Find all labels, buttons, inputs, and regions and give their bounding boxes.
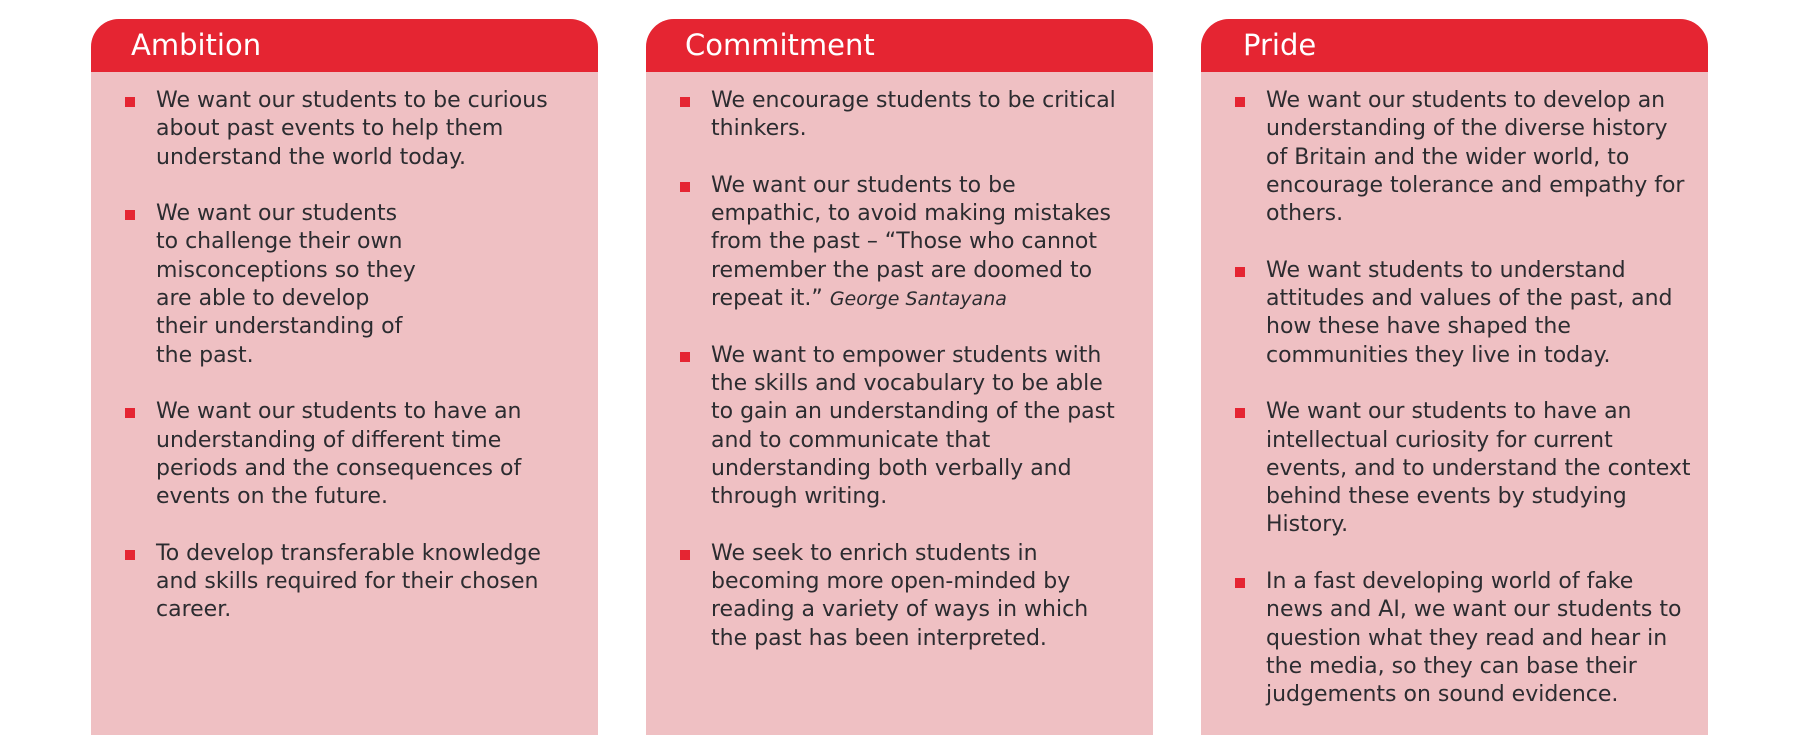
list-item-text: We want our students to have an intellectual curiosity for current events, and to understand the context behind these events by studying History. [1266,399,1691,538]
bullet-list [646,72,1153,653]
square-bullet-icon [125,97,135,107]
list-item [680,172,1125,313]
square-bullet-icon [125,408,135,418]
list-item-text: To develop transferable knowledge and skills required for their chosen career. [156,540,541,623]
list-item [680,87,1125,144]
list-item-text: We want our students to have an understanding of different time periods and the consequences of events on the future. [156,399,522,510]
card-title: Pride [1201,19,1708,72]
square-bullet-icon [1235,97,1245,107]
list-item [680,342,1125,512]
square-bullet-icon [680,182,690,192]
list-item [1235,257,1692,370]
list-item [125,200,570,370]
bullet-list [1201,72,1708,710]
list-item [125,540,570,625]
list-item-text: In a fast developing world of fake news and AI, we want our students to question what they read and hear in the media, so they can base their judgements on sound evidence. [1266,569,1682,708]
quote-attribution: George Santayana [829,288,1007,311]
list-item-text: We want our students to develop an understanding of the diverse history of Britain and the wider world, to encourage tolerance and empathy for others. [1266,88,1685,227]
square-bullet-icon [1235,408,1245,418]
square-bullet-icon [125,550,135,560]
square-bullet-icon [125,210,135,220]
list-item [680,540,1125,653]
square-bullet-icon [1235,267,1245,277]
square-bullet-icon [680,352,690,362]
list-item [125,398,570,511]
card-title: Ambition [91,19,598,72]
list-item-text: We want students to understand attitudes and values of the past, and how these have shaped the communities they live in today. [1266,257,1673,368]
square-bullet-icon [1235,578,1245,588]
list-item-text: We want our students to challenge their own misconceptions so they are able to develop their understanding of the past. [156,201,416,368]
list-item [125,87,570,172]
list-item [1235,87,1692,228]
bullet-list [91,72,598,625]
list-item [1235,398,1692,539]
card-pride [1201,19,1708,735]
list-item-text: We want our students to be curious about past events to help them understand the world today. [156,88,548,170]
card-ambition [91,19,598,735]
list-item [1235,568,1692,709]
list-item-text: We want to empower students with the skills and vocabulary to be able to gain an understanding of the past and to communicate that understanding both verbally and through writing. [711,342,1115,510]
square-bullet-icon [680,97,690,107]
list-item-text: We encourage students to be critical thinkers. [711,88,1116,142]
card-title: Commitment [646,19,1153,72]
square-bullet-icon [680,550,690,560]
list-item-text: We seek to enrich students in becoming more open-minded by reading a variety of ways in which the past has been interpreted. [711,540,1089,651]
card-commitment [646,19,1153,735]
list-item-text: We want our students to be empathic, to avoid making mistakes from the past – “Those who cannot remember the past are doomed to repeat it.” [711,172,1112,312]
